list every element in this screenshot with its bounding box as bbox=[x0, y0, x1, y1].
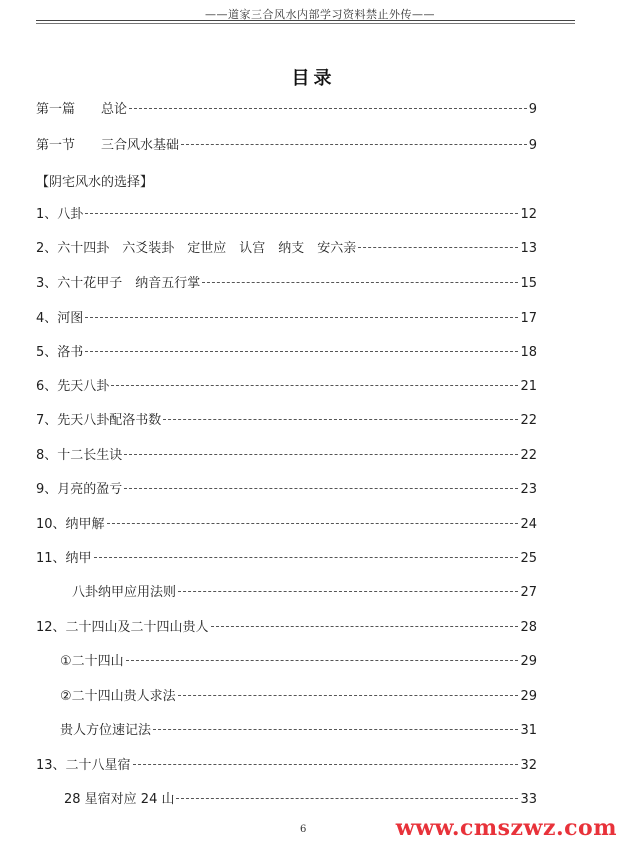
dot-leader bbox=[211, 626, 519, 627]
toc-entry[interactable] bbox=[36, 275, 537, 293]
dot-leader bbox=[202, 282, 518, 283]
dot-leader bbox=[178, 695, 519, 696]
toc-entry[interactable] bbox=[36, 240, 537, 258]
toc-entry-label: 28 星宿对应 24 山 bbox=[64, 792, 175, 807]
toc-entry-page: 22 bbox=[520, 448, 537, 463]
toc-entry-label: 4、河图 bbox=[36, 311, 84, 326]
toc-subentry[interactable] bbox=[64, 791, 537, 809]
running-header: ——道家三合风水内部学习资料禁止外传—— bbox=[205, 8, 435, 21]
toc-entry-label: 10、纳甲解 bbox=[36, 517, 105, 532]
toc-entry[interactable] bbox=[36, 619, 537, 637]
toc-entry-label: ①二十四山 bbox=[60, 654, 124, 669]
toc-entry-label: 第一节 三合风水基础 bbox=[36, 138, 180, 153]
toc-entry-label: 8、十二长生诀 bbox=[36, 448, 123, 463]
toc-entry-page: 32 bbox=[520, 758, 537, 773]
toc-entry-page: 18 bbox=[520, 345, 537, 360]
toc-entry-page: 22 bbox=[520, 413, 537, 428]
toc-entry-page: 25 bbox=[520, 551, 537, 566]
toc-entry-page: 29 bbox=[520, 654, 537, 669]
toc-entry[interactable] bbox=[36, 344, 537, 362]
page-number: 6 bbox=[300, 824, 307, 835]
toc-entry-page: 17 bbox=[520, 311, 537, 326]
dot-leader bbox=[129, 108, 527, 109]
toc-entry-label: 1、八卦 bbox=[36, 207, 84, 222]
toc-subentry[interactable] bbox=[60, 688, 537, 706]
toc-entry-page: 33 bbox=[520, 792, 537, 807]
toc-entry[interactable] bbox=[36, 137, 537, 155]
dot-leader bbox=[85, 351, 518, 352]
toc-subentry[interactable] bbox=[60, 653, 537, 671]
toc-subentry[interactable] bbox=[60, 722, 537, 740]
toc-entry[interactable] bbox=[36, 101, 537, 119]
toc-entry[interactable] bbox=[36, 550, 537, 568]
toc-entry-page: 27 bbox=[520, 585, 537, 600]
toc-entry-page: 9 bbox=[528, 102, 537, 117]
dot-leader bbox=[111, 385, 518, 386]
toc-entry-page: 13 bbox=[520, 241, 537, 256]
dot-leader bbox=[94, 557, 519, 558]
toc-entry-page: 24 bbox=[520, 517, 537, 532]
dot-leader bbox=[124, 454, 518, 455]
toc-entry-page: 12 bbox=[520, 207, 537, 222]
toc-entry-label: 12、二十四山及二十四山贵人 bbox=[36, 620, 209, 635]
dot-leader bbox=[85, 317, 518, 318]
dot-leader bbox=[178, 591, 518, 592]
dot-leader bbox=[124, 488, 518, 489]
toc-entry-label: 11、纳甲 bbox=[36, 551, 92, 566]
dot-leader bbox=[107, 523, 519, 524]
dot-leader bbox=[133, 764, 519, 765]
header-rule-top bbox=[36, 20, 575, 21]
dot-leader bbox=[153, 729, 518, 730]
toc-entry-label: 7、先天八卦配洛书数 bbox=[36, 413, 162, 428]
dot-leader bbox=[85, 213, 518, 214]
toc-entry[interactable] bbox=[36, 378, 537, 396]
toc-entry-label: 第一篇 总论 bbox=[36, 102, 128, 117]
watermark: www.cmszwz.com bbox=[395, 815, 617, 841]
toc-entry[interactable] bbox=[36, 206, 537, 224]
toc-entry-page: 31 bbox=[520, 723, 537, 738]
toc-entry-label: 9、月亮的盈亏 bbox=[36, 482, 123, 497]
toc-entry-page: 23 bbox=[520, 482, 537, 497]
toc-entry[interactable] bbox=[36, 481, 537, 499]
toc-entry-label: ②二十四山贵人求法 bbox=[60, 689, 176, 704]
toc-entry-page: 29 bbox=[520, 689, 537, 704]
header-rule-bottom bbox=[36, 23, 575, 24]
dot-leader bbox=[176, 798, 518, 799]
dot-leader bbox=[126, 660, 519, 661]
toc-entry-label: 13、二十八星宿 bbox=[36, 758, 131, 773]
toc-title: 目录 bbox=[291, 68, 336, 89]
toc-entry-page: 28 bbox=[520, 620, 537, 635]
toc-entry[interactable] bbox=[36, 447, 537, 465]
dot-leader bbox=[358, 247, 518, 248]
toc-entry-label: 贵人方位速记法 bbox=[60, 723, 152, 738]
toc-subentry[interactable] bbox=[72, 584, 537, 602]
dot-leader bbox=[181, 144, 527, 145]
toc-entry-label: 6、先天八卦 bbox=[36, 379, 110, 394]
toc-entry-page: 15 bbox=[520, 276, 537, 291]
toc-entry[interactable] bbox=[36, 412, 537, 430]
toc-entry-label: 5、洛书 bbox=[36, 345, 84, 360]
toc-entry-page: 21 bbox=[520, 379, 537, 394]
toc-entry-label: 2、六十四卦 六爻装卦 定世应 认宫 纳支 安六亲 bbox=[36, 241, 357, 256]
toc-entry-page: 9 bbox=[528, 138, 537, 153]
section-heading: 【阴宅风水的选择】 bbox=[36, 175, 154, 190]
toc-entry[interactable] bbox=[36, 757, 537, 775]
dot-leader bbox=[163, 419, 518, 420]
toc-entry-label: 3、六十花甲子 纳音五行掌 bbox=[36, 276, 201, 291]
toc-entry[interactable] bbox=[36, 516, 537, 534]
toc-entry-label: 八卦纳甲应用法则 bbox=[72, 585, 177, 600]
toc-entry[interactable] bbox=[36, 310, 537, 328]
